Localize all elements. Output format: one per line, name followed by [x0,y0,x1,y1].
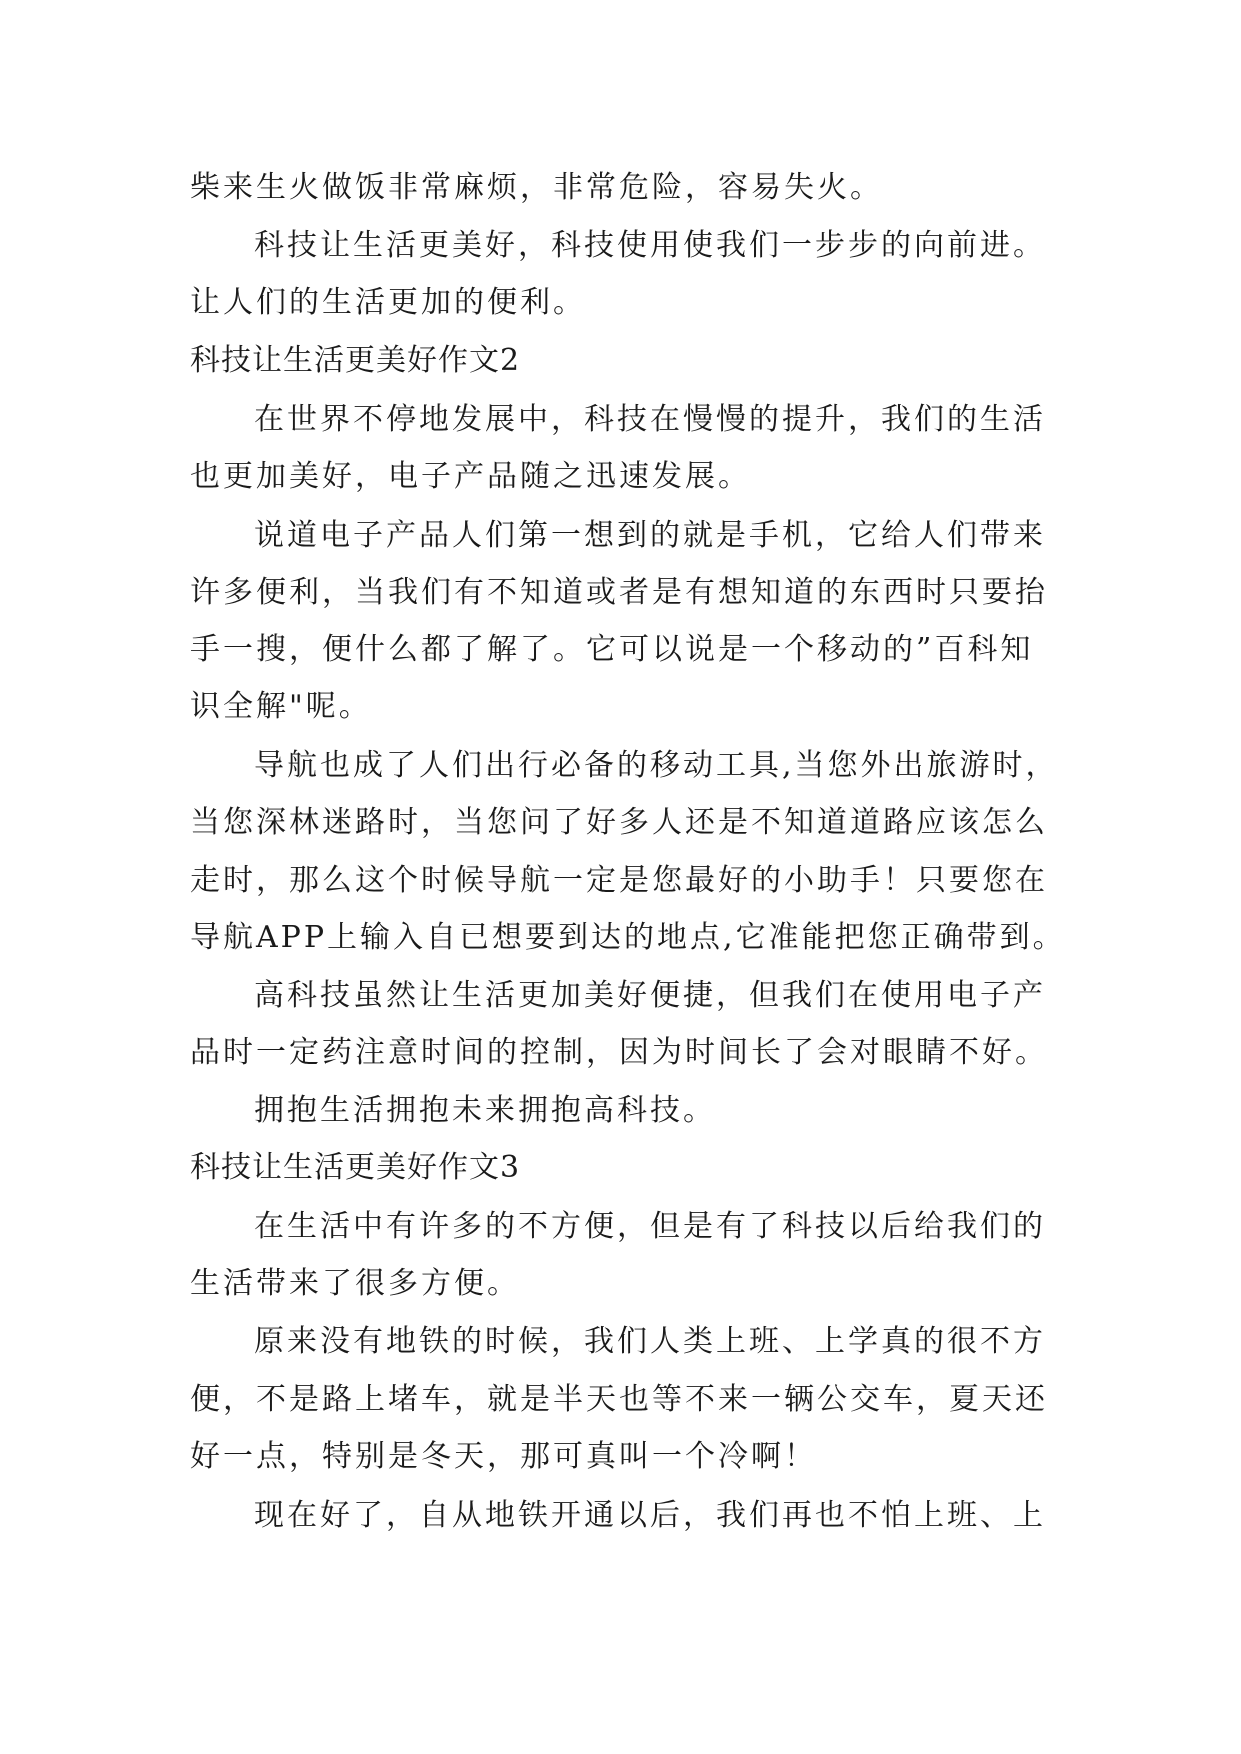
text-line: 识全解"呢。 [190,689,372,724]
text-line: 好一点，特别是冬天，那可真叫一个冷啊！ [190,1439,817,1474]
text-line: 原来没有地铁的时候，我们人类上班、上学真的很不方 [254,1324,1046,1359]
text-line: 在生活中有许多的不方便，但是有了科技以后给我们的 [254,1209,1046,1244]
section-heading: 科技让生活更美好作文2 [190,343,521,378]
text-line: 柴来生火做饭非常麻烦，非常危险，容易失火。 [190,170,883,205]
text-line: 说道电子产品人们第一想到的就是手机，它给人们带来 [254,518,1046,553]
text-line: 导航APP上输入自已想要到达的地点,它准能把您正确带到。 [190,920,1066,955]
text-line: 科技让生活更美好，科技使用使我们一步步的向前进。 [254,228,1046,263]
text-line: 导航也成了人们出行必备的移动工具,当您外出旅游时， [254,748,1059,783]
text-line: 生活带来了很多方便。 [190,1266,520,1301]
section-heading: 科技让生活更美好作文3 [190,1150,521,1185]
text-line: 也更加美好，电子产品随之迅速发展。 [190,459,751,494]
text-line: 在世界不停地发展中，科技在慢慢的提升，我们的生活 [254,402,1046,437]
text-line: 许多便利，当我们有不知道或者是有想知道的东西时只要抬 [190,575,1048,610]
text-line: 手一搜，便什么都了解了。它可以说是一个移动的”百科知 [190,632,1034,667]
text-line: 让人们的生活更加的便利。 [190,285,586,320]
text-line: 拥抱生活拥抱未来拥抱高科技。 [254,1093,716,1128]
text-line: 品时一定药注意时间的控制，因为时间长了会对眼睛不好。 [190,1035,1048,1070]
text-line: 走时，那么这个时候导航一定是您最好的小助手！只要您在 [190,863,1048,898]
text-line: 当您深林迷路时，当您问了好多人还是不知道道路应该怎么 [190,805,1048,840]
text-line: 高科技虽然让生活更加美好便捷，但我们在使用电子产 [254,978,1046,1013]
text-line: 便，不是路上堵车，就是半天也等不来一辆公交车，夏天还 [190,1382,1048,1417]
text-line: 现在好了，自从地铁开通以后，我们再也不怕上班、上 [254,1498,1046,1533]
